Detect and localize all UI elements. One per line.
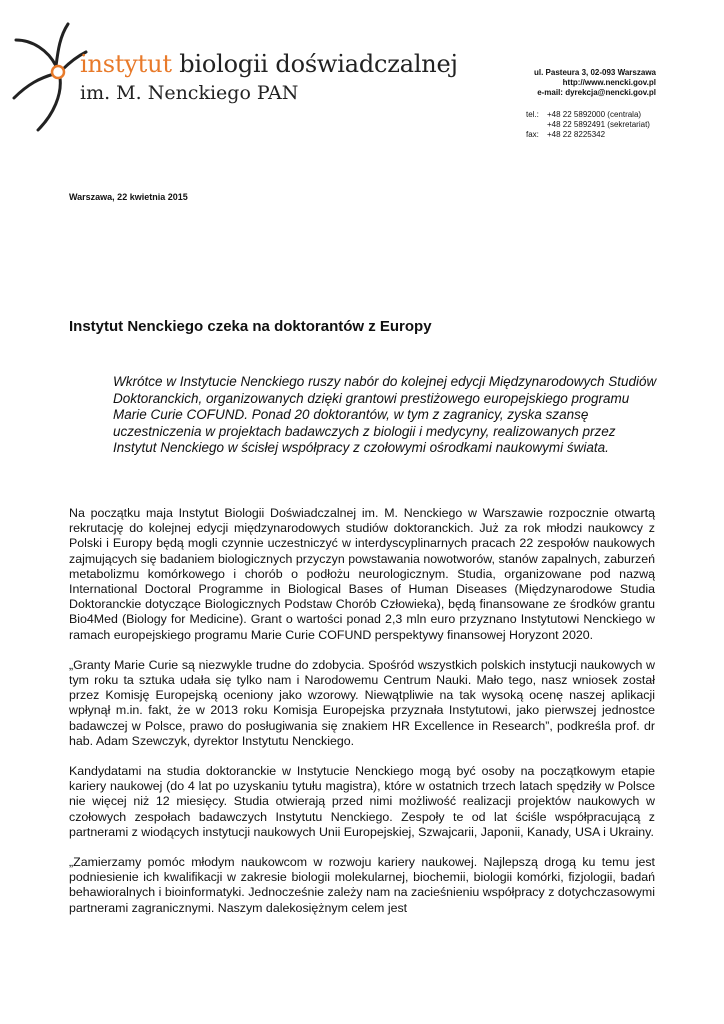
document-title: Instytut Nenckiego czeka na doktorantów z Europy — [69, 318, 432, 335]
institute-name-line2: im. M. Nenckiego PAN — [80, 82, 299, 104]
phone-value: +48 22 8225342 — [547, 130, 606, 139]
phone-row — [526, 110, 650, 120]
institute-name — [80, 50, 458, 78]
institute-name-prefix: instytut — [80, 50, 172, 78]
phone-label — [526, 120, 547, 130]
phone-list — [526, 110, 650, 140]
website-link[interactable]: http://www.nencki.gov.pl — [562, 78, 656, 87]
document-date: Warszawa, 22 kwietnia 2015 — [69, 192, 188, 202]
phone-value: +48 22 5892000 (centrala) — [547, 110, 642, 119]
address: ul. Pasteura 3, 02-093 Warszawa — [534, 68, 656, 77]
body-paragraph: „Zamierzamy pomóc młodym naukowcom w rozwoju kariery naukowej. Najlepszą drogą ku temu jest podniesienie ich kwalifikacji w zakresie biologii molekularnej, biochemii, biologii komórki, fizjologii, badań behawioralnych i bioinformatyki. Jednocześnie zależy nam na zacieśnieniu współpracy z dotychczasowymi partnerami zagranicznymi. Naszym dalekosiężnym celem jest — [69, 855, 655, 915]
phone-row — [526, 130, 650, 140]
lead-paragraph: Wkrótce w Instytucie Nenckiego ruszy nabór do kolejnej edycji Międzynarodowych Studiów Doktoranckich, organizowanych dzięki grantowi prestiżowego europejskiego programu Marie Curie COFUND. Ponad 20 doktorantów, w tym z zagranicy, zyska szansę uczestniczenia w projektach badawczych z biologii i medycyny, realizowanych przez Instytut Nenckiego w ścisłej współpracy z czołowymi ośrodkami naukowymi świata. — [113, 374, 657, 456]
body-paragraph: Kandydatami na studia doktoranckie w Instytucie Nenckiego mogą być osoby na początkowym etapie kariery naukowej (do 4 lat po uzyskaniu tytułu magistra), które w ostatnich trzech latach spędziły w Polsce nie więcej niż 12 miesięcy. Studia otwierają przed nimi możliwość realizacji projektów naukowych w czołowych zespołach badawczych Instytutu Nenckiego. Zespoły te od lat ściśle współpracującą z partnerami z wiodących instytucji naukowych Unii Europejskiej, Szwajcarii, Japonii, Kanady, USA i Ukrainy. — [69, 764, 655, 839]
body-paragraph: „Granty Marie Curie są niezwykle trudne do zdobycia. Spośród wszystkich polskich instytucji naukowych w tym roku ta sztuka udała się tylko nam i Narodowemu Centrum Nauki. Mało tego, nasz wniosek został przez Komisję Europejską oceniony jako wzorowy. Niewątpliwie na tak wysoką ocenę naszej aplikacji wpłynął m.in. fakt, że w 2013 roku Komisja Europejska przyznała Instytutowi, jako pierwszej jednostce badawczej w Polsce, prawo do posługiwania się znakiem HR Excellence in Research”, podkreśla prof. dr hab. Adam Szewczyk, dyrektor Instytutu Nenckiego. — [69, 657, 655, 748]
phone-row — [526, 120, 650, 130]
nencki-logo-icon — [10, 22, 90, 132]
institute-name-rest: biologii doświadczalnej — [179, 50, 458, 78]
phone-label: fax: — [526, 130, 539, 139]
contact-block — [534, 68, 656, 98]
phone-value: +48 22 5892491 (sekretariat) — [547, 120, 650, 129]
document-body — [69, 506, 655, 931]
email-link[interactable]: e-mail: dyrekcja@nencki.gov.pl — [537, 88, 656, 97]
phone-label: tel.: — [526, 110, 539, 119]
body-paragraph: Na początku maja Instytut Biologii Doświadczalnej im. M. Nenckiego w Warszawie rozpocznie otwartą rekrutację do kolejnej edycji międzynarodowych studiów doktoranckich. Już za rok młodzi naukowcy z Polski i Europy będą mogli czynnie uczestniczyć w interdyscyplinarnych pracach 22 zespołów naukowych zajmujących się badaniem biologicznych przyczyn powstawania nowotworów, stanów zapalnych, zaburzeń metabolizmu komórkowego i chorób o podłożu neurologicznym. Studia, organizowane pod nazwą International Doctoral Programme in Biological Bases of Human Diseases (Międzynarodowe Studia Doktoranckie dotyczące Biologicznych Podstaw Chorób Człowieka), będą finansowane ze środków grantu Bio4Med (Biology for Medicine). Grant o wartości ponad 2,3 mln euro przyznano Instytutowi Nenckiego w ramach europejskiego programu Marie Curie COFUND perspektywy finansowej Horyzont 2020. — [69, 506, 655, 642]
